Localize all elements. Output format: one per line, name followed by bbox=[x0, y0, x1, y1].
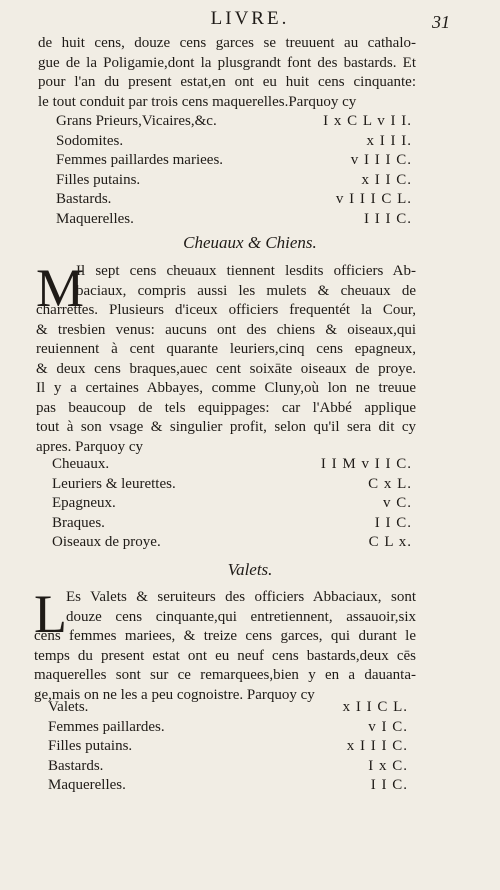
tally-label: Filles putains. bbox=[48, 738, 133, 754]
drop-cap: L bbox=[34, 584, 67, 644]
text-line: charrettes. Plusieurs d'iceux officiers frequentét la Cour, bbox=[36, 302, 416, 318]
text-line: pas beaucoup de tels equippages: car l'Abbé applique bbox=[36, 399, 416, 416]
running-head: LIVRE. bbox=[210, 8, 290, 29]
tally-count: I I M v I I C. bbox=[320, 456, 412, 472]
text-line: de huit cens, douze cens garces se treuuent au cathalo- bbox=[38, 35, 416, 51]
intro-paragraph bbox=[38, 34, 416, 112]
text-line: apres. Parquoy cy bbox=[36, 438, 144, 455]
text-line: le tout conduit par trois cens maquerelles.Parquoy cy bbox=[38, 93, 357, 110]
section-title-cheuaux: Cheuaux & Chiens. bbox=[183, 233, 317, 252]
tally-row bbox=[56, 151, 412, 171]
tally-count: x I I C L. bbox=[342, 699, 408, 715]
tally-count: x I I I. bbox=[366, 132, 412, 149]
tally-label: Filles putains. bbox=[56, 171, 141, 188]
tally-table-3 bbox=[48, 698, 408, 796]
tally-label: Bastards. bbox=[48, 757, 104, 774]
text-line: baciaux, compris aussi les mulets & cheuaux de bbox=[76, 282, 416, 299]
tally-label: Oiseaux de proye. bbox=[52, 534, 161, 550]
tally-label: Femmes paillardes mariees. bbox=[56, 152, 224, 168]
text-line: Il sept cens cheuaux tiennent lesdits officiers Ab- bbox=[76, 263, 416, 279]
tally-row bbox=[56, 112, 412, 132]
tally-label: Femmes paillardes. bbox=[48, 718, 165, 735]
tally-table-2 bbox=[52, 455, 412, 553]
tally-label: Epagneux. bbox=[52, 495, 116, 511]
tally-row bbox=[52, 455, 412, 475]
text-line: tout à son vsage & singulier profit, selon qu'il sera dit cy bbox=[36, 419, 416, 435]
tally-label: Cheuaux. bbox=[52, 456, 110, 472]
text-line: Il y a certaines Abbayes, comme Cluny,où lon ne treuue bbox=[36, 380, 416, 396]
tally-label: Maquerelles. bbox=[48, 777, 126, 793]
tally-row bbox=[48, 776, 408, 796]
tally-count: I I I C. bbox=[364, 210, 412, 227]
tally-count: I x C. bbox=[368, 757, 408, 774]
text-line: pour l'an du present estat,en ont eu huit cens cinquante: bbox=[38, 74, 416, 90]
tally-label: Bastards. bbox=[56, 191, 112, 207]
tally-row bbox=[52, 533, 412, 553]
tally-count: C x L. bbox=[368, 475, 412, 492]
tally-row bbox=[56, 132, 412, 152]
tally-count: I x C L v I I. bbox=[323, 113, 412, 129]
tally-row bbox=[56, 210, 412, 230]
tally-label: Maquerelles. bbox=[56, 210, 134, 227]
tally-count: x I I C. bbox=[361, 171, 412, 188]
tally-label: Leuriers & leurettes. bbox=[52, 475, 176, 492]
tally-count: I I C. bbox=[370, 777, 408, 793]
tally-count: I I C. bbox=[374, 514, 412, 531]
tally-row bbox=[52, 494, 412, 514]
tally-row bbox=[48, 737, 408, 757]
text-line: reuiennent à cent quarante leuriers,cinq cens epagneux, bbox=[36, 341, 416, 357]
tally-count: v I I I C L. bbox=[335, 191, 412, 207]
tally-count: v I C. bbox=[368, 718, 408, 735]
tally-count: v I I I C. bbox=[350, 152, 412, 168]
text-line: gue de la Poligamie,dont la plusgrandt font des bastards. Et bbox=[38, 54, 416, 71]
text-line: temps du present estat ont eu neuf cens bastards,deux cēs bbox=[34, 647, 416, 664]
page-number: 31 bbox=[432, 12, 450, 32]
text-line: ge,mais on ne les a peu cognoistre. Parquoy cy bbox=[34, 686, 315, 703]
text-line: cens femmes mariees, & treize cens garces, qui durant le bbox=[34, 628, 416, 644]
tally-table-1 bbox=[56, 112, 412, 229]
tally-row bbox=[56, 171, 412, 191]
text-line: maquerelles sont sur ce remarquees,bien y en a dauanta- bbox=[34, 667, 416, 683]
text-line: Es Valets & seruiteurs des officiers Abbaciaux, sont bbox=[66, 589, 416, 605]
tally-label: Valets. bbox=[48, 699, 89, 715]
section-title-valets: Valets. bbox=[227, 560, 273, 579]
tally-row bbox=[48, 698, 408, 718]
tally-row bbox=[52, 475, 412, 495]
tally-count: x I I I C. bbox=[346, 738, 408, 754]
text-line: & tresbien venus: aucuns ont des chiens & oiseaux,qui bbox=[36, 321, 416, 338]
tally-count: C L x. bbox=[368, 534, 412, 550]
drop-cap: M bbox=[36, 258, 85, 318]
tally-row bbox=[56, 190, 412, 210]
tally-row bbox=[48, 718, 408, 738]
text-line: & deux cens braques,auec cent soixāte oiseaux de proye. bbox=[36, 360, 416, 377]
tally-row bbox=[52, 514, 412, 534]
text-line: douze cens cinquante,qui entretiennent, assauoir,six bbox=[66, 608, 416, 625]
page-header bbox=[0, 6, 500, 34]
section-3-paragraph bbox=[34, 584, 416, 705]
tally-label: Grans Prieurs,Vicaires,&c. bbox=[56, 113, 217, 129]
tally-label: Sodomites. bbox=[56, 132, 124, 149]
tally-row bbox=[48, 757, 408, 777]
tally-count: v C. bbox=[382, 495, 412, 511]
tally-label: Braques. bbox=[52, 514, 105, 531]
section-2-paragraph bbox=[36, 258, 416, 457]
